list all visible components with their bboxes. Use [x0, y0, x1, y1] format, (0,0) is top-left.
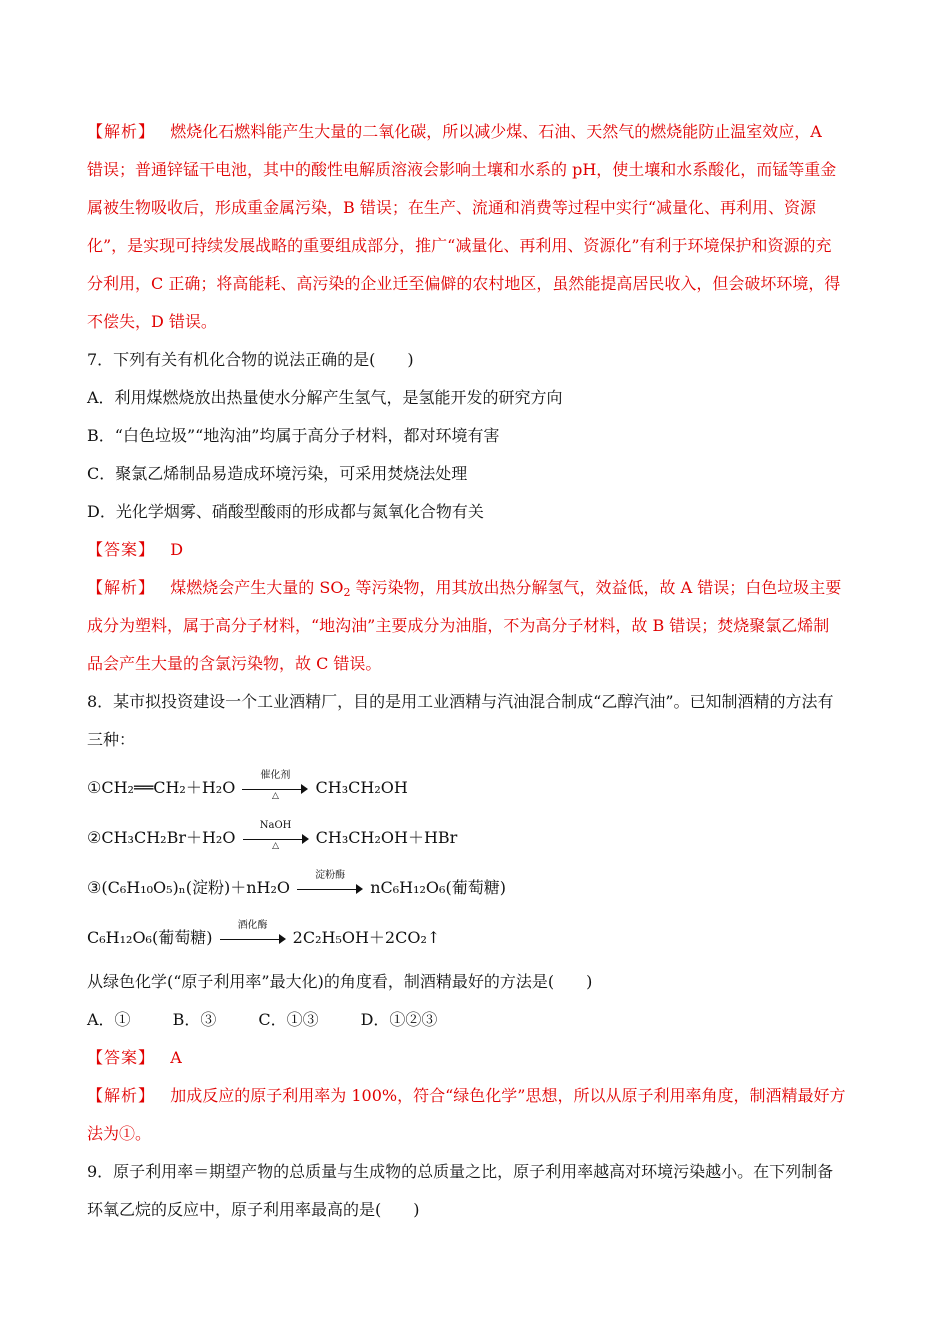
reaction-arrow	[297, 869, 363, 899]
arrow-head	[279, 934, 286, 944]
arrow-shaft	[243, 839, 303, 840]
q8-equation-1	[87, 769, 867, 801]
q8-question: 从绿色化学(“原子利用率”最大化)的角度看，制酒精最好的方法是( )	[87, 972, 593, 991]
q7-option-a: A．利用煤燃烧放出热量使水分解产生氢气，是氢能开发的研究方向	[87, 388, 563, 407]
prev-analysis-line-2: 错误；普通锌锰干电池，其中的酸性电解质溶液会影响土壤和水系的 pH，使土壤和水系酸化，而锰等重金	[87, 160, 837, 179]
heat-symbol: △	[272, 840, 280, 851]
arrow-condition: 催化剂	[260, 769, 291, 781]
prev-analysis-line-1	[87, 122, 867, 142]
q7-option-c: C．聚氯乙烯制品易造成环境污染，可采用焚烧法处理	[87, 464, 468, 483]
prev-analysis-line-4: 化”，是实现可持续发展战略的重要组成部分，推广“减量化、再利用、资源化”有利于环境保护和资源的充	[87, 236, 832, 255]
answer-tag: 【答案】	[87, 540, 156, 559]
q7-analysis-line-3: 品会产生大量的含氯污染物，故 C 错误。	[87, 654, 382, 673]
reaction-arrow	[242, 769, 308, 801]
arrow-condition: 酒化酶	[237, 919, 268, 931]
arrow-shaft	[220, 939, 280, 940]
equation-products: CH₃CH₂OH＋HBr	[315, 828, 458, 847]
answer-value: D	[170, 540, 184, 559]
answer-tag: 【答案】	[87, 1048, 156, 1067]
prev-analysis-text: 燃烧化石燃料能产生大量的二氧化碳，所以减少煤、石油、天然气的燃烧能防止温室效应，A	[170, 122, 822, 141]
answer-value: A	[170, 1048, 182, 1067]
q8-stem-line-1: 8．某市拟投资建设一个工业酒精厂，目的是用工业酒精与汽油混合制成“乙醇汽油”。已知制酒精的方法有	[87, 692, 834, 711]
arrow-condition: NaOH	[259, 819, 292, 831]
equation-reactants: ②CH₃CH₂Br＋H₂O	[87, 828, 236, 847]
reaction-arrow	[243, 819, 309, 851]
q8-options	[87, 1010, 867, 1030]
arrow-shaft	[297, 889, 357, 890]
q9-stem-line-2: 环氧乙烷的反应中，原子利用率最高的是( )	[87, 1200, 420, 1219]
q8-equation-3	[87, 869, 867, 899]
q7-analysis-line-1	[87, 578, 867, 603]
arrow-condition: 淀粉酶	[315, 869, 346, 881]
reaction-arrow	[220, 919, 286, 949]
q8-stem-line-2: 三种：	[87, 730, 136, 749]
q7-option-d: D．光化学烟雾、硝酸型酸雨的形成都与氮氧化合物有关	[87, 502, 484, 521]
q8-analysis-line-1	[87, 1086, 867, 1106]
equation-products: 2C₂H₅OH＋2CO₂↑	[292, 928, 441, 947]
q8-option-b: B．③	[172, 1010, 217, 1029]
q7-stem: 7．下列有关有机化合物的说法正确的是( )	[87, 350, 414, 369]
arrow-shaft	[242, 789, 302, 790]
q8-equation-2	[87, 819, 867, 851]
q9-stem-line-1: 9．原子利用率＝期望产物的总质量与生成物的总质量之比，原子利用率越高对环境污染越小。在下列制备	[87, 1162, 834, 1181]
subscript: 2	[343, 586, 351, 599]
q8-equation-4	[87, 919, 867, 949]
q7-option-b: B．“白色垃圾”“地沟油”均属于高分子材料，都对环境有害	[87, 426, 500, 445]
equation-reactants: C₆H₁₂O₆(葡萄糖)	[87, 928, 213, 947]
q7-answer	[87, 540, 867, 560]
prev-analysis-line-5: 分利用，C 正确；将高能耗、高污染的企业迁至偏僻的农村地区，虽然能提高居民收入，但会破坏环境，得	[87, 274, 841, 293]
q8-option-d: D．①②③	[360, 1010, 438, 1029]
analysis-tag: 【解析】	[87, 578, 156, 597]
q8-option-c: C．①③	[258, 1010, 319, 1029]
equation-reactants: ①CH₂══CH₂＋H₂O	[87, 778, 236, 797]
q8-analysis-line-2: 法为①。	[87, 1124, 152, 1143]
q7-analysis-line-2: 成分为塑料，属于高分子材料，“地沟油”主要成分为油脂，不为高分子材料，故 B 错误；焚烧聚氯乙烯制	[87, 616, 830, 635]
q8-option-a: A．①	[87, 1010, 131, 1029]
analysis-text: 等污染物，用其放出热分解氢气，效益低，故 A 错误；白色垃圾主要	[350, 578, 842, 597]
equation-reactants: ③(C₆H₁₀O₅)ₙ(淀粉)＋nH₂O	[87, 878, 290, 897]
q8-answer	[87, 1048, 867, 1068]
arrow-head	[356, 884, 363, 894]
equation-products: CH₃CH₂OH	[315, 778, 408, 797]
prev-analysis-line-3: 属被生物吸收后，形成重金属污染，B 错误；在生产、流通和消费等过程中实行“减量化、再利用、资源	[87, 198, 817, 217]
analysis-tag: 【解析】	[87, 1086, 156, 1105]
heat-symbol: △	[271, 790, 279, 801]
analysis-tag: 【解析】	[87, 122, 156, 141]
prev-analysis-line-6: 不偿失，D 错误。	[87, 312, 217, 331]
equation-products: nC₆H₁₂O₆(葡萄糖)	[370, 878, 506, 897]
analysis-text: 加成反应的原子利用率为 100%，符合“绿色化学”思想，所以从原子利用率角度，制酒精最好方	[170, 1086, 846, 1105]
analysis-text: 煤燃烧会产生大量的 SO	[170, 578, 344, 597]
